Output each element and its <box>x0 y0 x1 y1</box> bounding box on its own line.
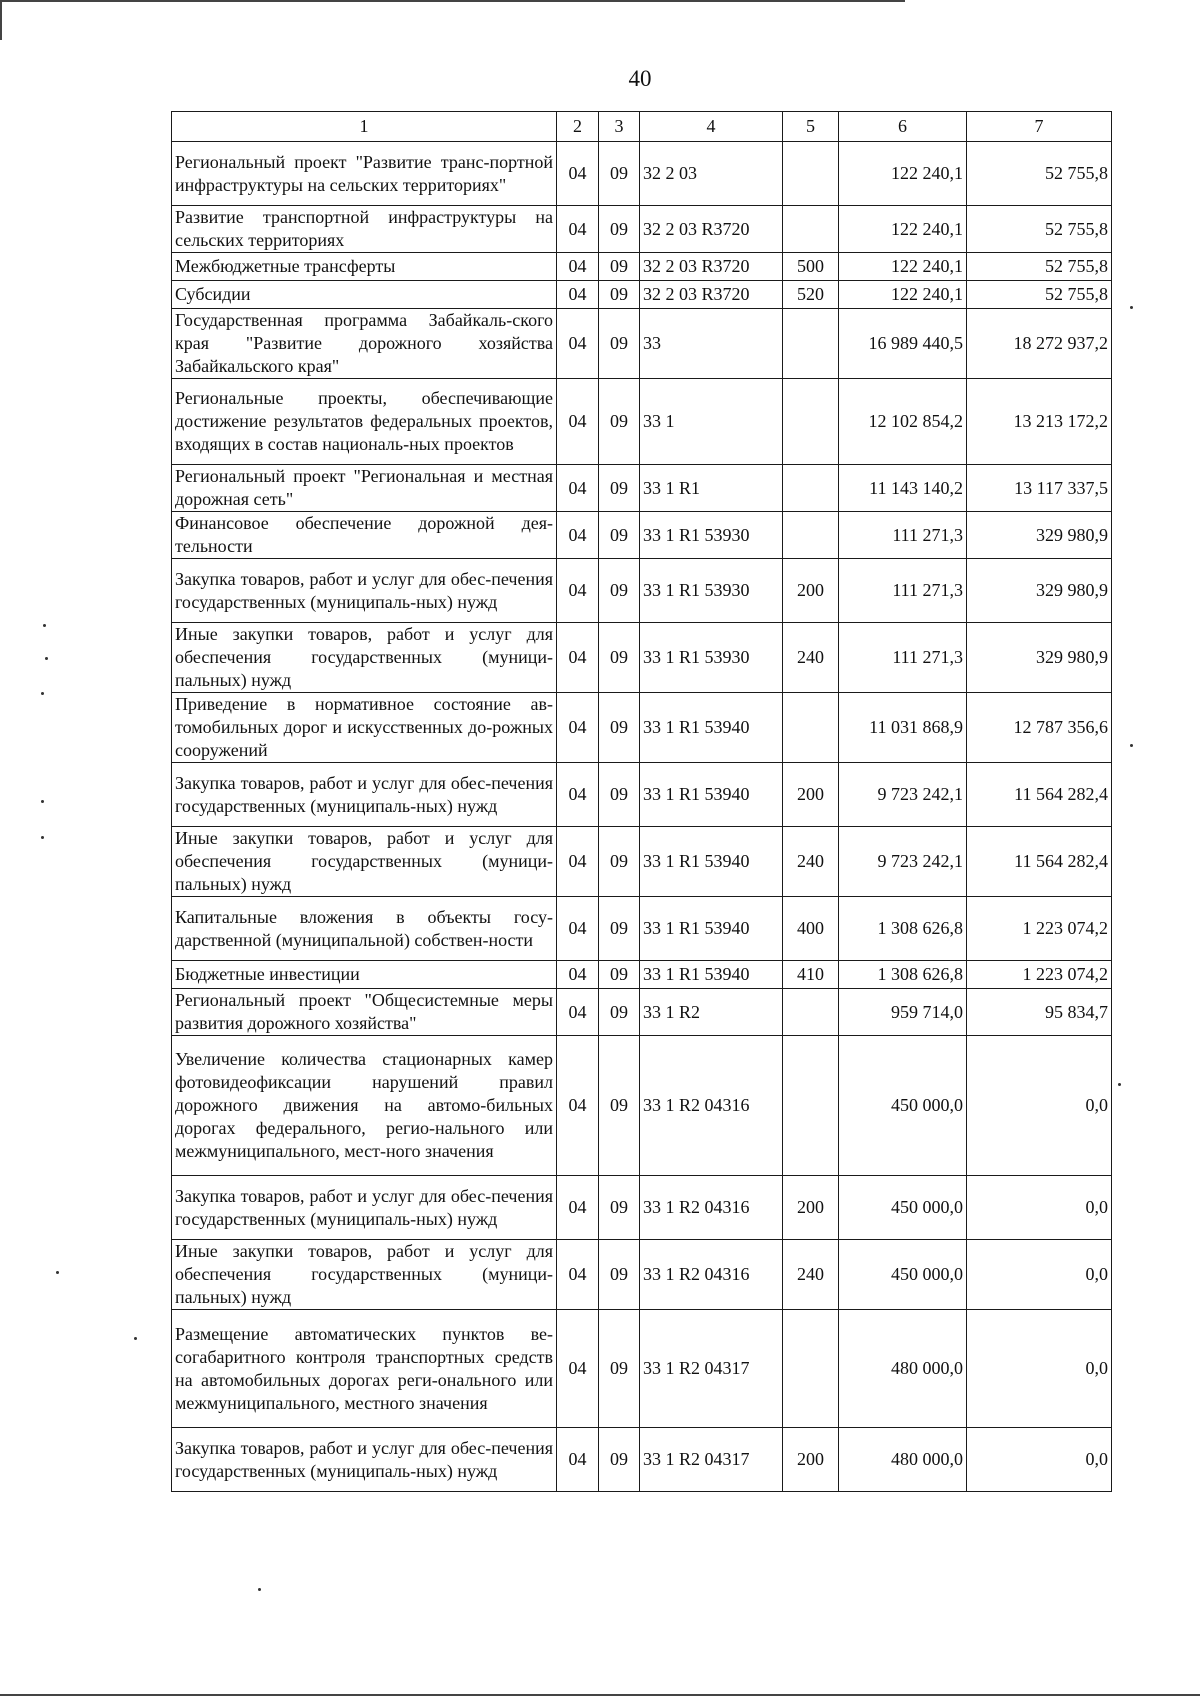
subsection-code-cell: 09 <box>599 827 640 897</box>
section-code-cell: 04 <box>557 309 599 379</box>
subsection-code-cell: 09 <box>599 559 640 623</box>
section-code-cell: 04 <box>557 1036 599 1176</box>
section-code-cell: 04 <box>557 512 599 559</box>
table-row <box>172 1036 1112 1176</box>
row-label-cell: Субсидии <box>172 281 557 309</box>
row-label-cell: Межбюджетные трансферты <box>172 253 557 281</box>
table-row <box>172 623 1112 693</box>
subsection-code-cell: 09 <box>599 1176 640 1240</box>
subsection-code-cell: 09 <box>599 961 640 989</box>
table-row <box>172 1428 1112 1492</box>
table-row <box>172 693 1112 763</box>
expense-type-cell <box>783 1310 839 1428</box>
amount-year2-cell: 18 272 937,2 <box>967 309 1112 379</box>
table-row <box>172 559 1112 623</box>
target-article-cell: 33 1 R2 04317 <box>640 1428 783 1492</box>
row-label-cell: Региональный проект "Развитие транс-портной инфраструктуры на сельских территориях" <box>172 142 557 206</box>
scan-speck <box>258 1588 261 1591</box>
expense-type-cell: 520 <box>783 281 839 309</box>
row-label-cell: Увеличение количества стационарных камер фотовидеофиксации нарушений правил дорожного движения на автомо-бильных дорогах федерального, регио-нального или межмуниципального, мест-ного значения <box>172 1036 557 1176</box>
target-article-cell: 32 2 03 <box>640 142 783 206</box>
row-label-cell: Закупка товаров, работ и услуг для обес-печения государственных (муниципаль-ных) нужд <box>172 559 557 623</box>
amount-year1-cell: 1 308 626,8 <box>839 961 967 989</box>
amount-year1-cell: 959 714,0 <box>839 989 967 1036</box>
amount-year2-cell: 329 980,9 <box>967 623 1112 693</box>
expense-type-cell <box>783 142 839 206</box>
row-label-cell: Закупка товаров, работ и услуг для обес-печения государственных (муниципаль-ных) нужд <box>172 1428 557 1492</box>
amount-year1-cell: 12 102 854,2 <box>839 379 967 465</box>
table-row <box>172 897 1112 961</box>
section-code-cell: 04 <box>557 206 599 253</box>
table-row <box>172 827 1112 897</box>
expense-type-cell: 240 <box>783 623 839 693</box>
section-code-cell: 04 <box>557 379 599 465</box>
scan-speck <box>41 800 44 803</box>
table-row <box>172 1176 1112 1240</box>
target-article-cell: 33 1 R2 04317 <box>640 1310 783 1428</box>
expense-type-cell <box>783 693 839 763</box>
table-header-row <box>172 112 1112 142</box>
header-cell: 5 <box>783 112 839 142</box>
row-label-cell: Капитальные вложения в объекты госу-дарственной (муниципальной) собствен-ности <box>172 897 557 961</box>
amount-year1-cell: 111 271,3 <box>839 512 967 559</box>
row-label-cell: Развитие транспортной инфраструктуры на сельских территориях <box>172 206 557 253</box>
section-code-cell: 04 <box>557 827 599 897</box>
table-row <box>172 512 1112 559</box>
expense-type-cell: 240 <box>783 827 839 897</box>
expense-type-cell <box>783 465 839 512</box>
amount-year1-cell: 122 240,1 <box>839 142 967 206</box>
row-label-cell: Иные закупки товаров, работ и услуг для обеспечения государственных (муници-пальных) нужд <box>172 1240 557 1310</box>
row-label-cell: Государственная программа Забайкаль-ского края "Развитие дорожного хозяйства Забайкальского края" <box>172 309 557 379</box>
subsection-code-cell: 09 <box>599 1310 640 1428</box>
header-cell: 2 <box>557 112 599 142</box>
expense-type-cell <box>783 512 839 559</box>
amount-year1-cell: 480 000,0 <box>839 1310 967 1428</box>
target-article-cell: 33 1 R2 <box>640 989 783 1036</box>
section-code-cell: 04 <box>557 989 599 1036</box>
target-article-cell: 33 1 R1 53940 <box>640 693 783 763</box>
table-row <box>172 989 1112 1036</box>
expense-type-cell: 200 <box>783 1176 839 1240</box>
amount-year2-cell: 12 787 356,6 <box>967 693 1112 763</box>
amount-year1-cell: 122 240,1 <box>839 281 967 309</box>
amount-year2-cell: 329 980,9 <box>967 512 1112 559</box>
row-label-cell: Закупка товаров, работ и услуг для обес-печения государственных (муниципаль-ных) нужд <box>172 763 557 827</box>
amount-year2-cell: 1 223 074,2 <box>967 961 1112 989</box>
row-label-cell: Региональные проекты, обеспечивающие достижение результатов федеральных проектов, входящих в состав националь-ных проектов <box>172 379 557 465</box>
amount-year2-cell: 0,0 <box>967 1310 1112 1428</box>
scan-speck <box>41 836 44 839</box>
subsection-code-cell: 09 <box>599 309 640 379</box>
table-row <box>172 763 1112 827</box>
row-label-cell: Региональный проект "Общесистемные меры развития дорожного хозяйства" <box>172 989 557 1036</box>
amount-year2-cell: 329 980,9 <box>967 559 1112 623</box>
target-article-cell: 33 1 R2 04316 <box>640 1240 783 1310</box>
amount-year2-cell: 11 564 282,4 <box>967 827 1112 897</box>
amount-year1-cell: 11 143 140,2 <box>839 465 967 512</box>
target-article-cell: 32 2 03 R3720 <box>640 281 783 309</box>
section-code-cell: 04 <box>557 1428 599 1492</box>
row-label-cell: Размещение автоматических пунктов ве-согабаритного контроля транспортных средств на автомобильных дорогах реги-онального или межмуниципального, местного значения <box>172 1310 557 1428</box>
target-article-cell: 33 1 R1 53940 <box>640 897 783 961</box>
subsection-code-cell: 09 <box>599 989 640 1036</box>
scan-speck <box>134 1337 137 1340</box>
amount-year1-cell: 9 723 242,1 <box>839 827 967 897</box>
section-code-cell: 04 <box>557 281 599 309</box>
table-row <box>172 142 1112 206</box>
page-number: 40 <box>628 66 652 91</box>
expense-type-cell: 410 <box>783 961 839 989</box>
amount-year2-cell: 52 755,8 <box>967 253 1112 281</box>
header-cell: 3 <box>599 112 640 142</box>
scan-speck <box>45 657 48 660</box>
subsection-code-cell: 09 <box>599 281 640 309</box>
amount-year1-cell: 450 000,0 <box>839 1240 967 1310</box>
subsection-code-cell: 09 <box>599 693 640 763</box>
section-code-cell: 04 <box>557 1310 599 1428</box>
amount-year2-cell: 95 834,7 <box>967 989 1112 1036</box>
table-row <box>172 379 1112 465</box>
scan-speck <box>43 624 46 627</box>
subsection-code-cell: 09 <box>599 465 640 512</box>
header-cell: 1 <box>172 112 557 142</box>
amount-year1-cell: 9 723 242,1 <box>839 763 967 827</box>
expense-type-cell <box>783 309 839 379</box>
target-article-cell: 33 1 R1 53940 <box>640 827 783 897</box>
scan-speck <box>1130 306 1133 309</box>
scan-speck <box>56 1271 59 1274</box>
target-article-cell: 33 1 R2 04316 <box>640 1176 783 1240</box>
subsection-code-cell: 09 <box>599 1240 640 1310</box>
section-code-cell: 04 <box>557 623 599 693</box>
subsection-code-cell: 09 <box>599 512 640 559</box>
subsection-code-cell: 09 <box>599 206 640 253</box>
target-article-cell: 33 1 R1 53930 <box>640 623 783 693</box>
section-code-cell: 04 <box>557 142 599 206</box>
target-article-cell: 33 <box>640 309 783 379</box>
expense-type-cell <box>783 1036 839 1176</box>
amount-year1-cell: 122 240,1 <box>839 253 967 281</box>
scan-speck <box>1130 744 1133 747</box>
target-article-cell: 33 1 R2 04316 <box>640 1036 783 1176</box>
section-code-cell: 04 <box>557 559 599 623</box>
expense-type-cell <box>783 379 839 465</box>
amount-year1-cell: 480 000,0 <box>839 1428 967 1492</box>
expense-type-cell: 200 <box>783 763 839 827</box>
scan-speck <box>1118 1083 1121 1086</box>
section-code-cell: 04 <box>557 1176 599 1240</box>
section-code-cell: 04 <box>557 961 599 989</box>
table-row <box>172 1310 1112 1428</box>
row-label-cell: Финансовое обеспечение дорожной дея-тельности <box>172 512 557 559</box>
target-article-cell: 33 1 R1 53930 <box>640 559 783 623</box>
amount-year2-cell: 0,0 <box>967 1036 1112 1176</box>
amount-year1-cell: 122 240,1 <box>839 206 967 253</box>
section-code-cell: 04 <box>557 897 599 961</box>
subsection-code-cell: 09 <box>599 623 640 693</box>
table-row <box>172 206 1112 253</box>
budget-table <box>171 111 1112 1492</box>
target-article-cell: 33 1 R1 53940 <box>640 961 783 989</box>
amount-year2-cell: 52 755,8 <box>967 206 1112 253</box>
subsection-code-cell: 09 <box>599 142 640 206</box>
row-label-cell: Иные закупки товаров, работ и услуг для обеспечения государственных (муници-пальных) нужд <box>172 623 557 693</box>
expense-type-cell: 200 <box>783 559 839 623</box>
row-label-cell: Приведение в нормативное состояние ав-томобильных дорог и искусственных до-рожных сооружений <box>172 693 557 763</box>
amount-year2-cell: 0,0 <box>967 1176 1112 1240</box>
table-row <box>172 281 1112 309</box>
table-row <box>172 253 1112 281</box>
expense-type-cell: 240 <box>783 1240 839 1310</box>
target-article-cell: 33 1 R1 53930 <box>640 512 783 559</box>
scan-edge-bottom <box>0 1694 1200 1696</box>
amount-year1-cell: 450 000,0 <box>839 1176 967 1240</box>
target-article-cell: 32 2 03 R3720 <box>640 253 783 281</box>
scan-edge-left <box>0 0 2 40</box>
amount-year1-cell: 450 000,0 <box>839 1036 967 1176</box>
row-label-cell: Региональный проект "Региональная и местная дорожная сеть" <box>172 465 557 512</box>
subsection-code-cell: 09 <box>599 763 640 827</box>
row-label-cell: Бюджетные инвестиции <box>172 961 557 989</box>
amount-year2-cell: 0,0 <box>967 1428 1112 1492</box>
subsection-code-cell: 09 <box>599 897 640 961</box>
scan-edge-top <box>0 0 905 2</box>
scan-speck <box>41 692 44 695</box>
subsection-code-cell: 09 <box>599 1036 640 1176</box>
amount-year1-cell: 1 308 626,8 <box>839 897 967 961</box>
section-code-cell: 04 <box>557 253 599 281</box>
expense-type-cell: 200 <box>783 1428 839 1492</box>
amount-year1-cell: 111 271,3 <box>839 623 967 693</box>
table-row <box>172 309 1112 379</box>
header-cell: 6 <box>839 112 967 142</box>
target-article-cell: 33 1 R1 <box>640 465 783 512</box>
amount-year1-cell: 16 989 440,5 <box>839 309 967 379</box>
target-article-cell: 32 2 03 R3720 <box>640 206 783 253</box>
section-code-cell: 04 <box>557 1240 599 1310</box>
amount-year2-cell: 52 755,8 <box>967 281 1112 309</box>
amount-year1-cell: 111 271,3 <box>839 559 967 623</box>
subsection-code-cell: 09 <box>599 379 640 465</box>
amount-year2-cell: 11 564 282,4 <box>967 763 1112 827</box>
table-row <box>172 1240 1112 1310</box>
subsection-code-cell: 09 <box>599 253 640 281</box>
amount-year1-cell: 11 031 868,9 <box>839 693 967 763</box>
subsection-code-cell: 09 <box>599 1428 640 1492</box>
table-row <box>172 961 1112 989</box>
amount-year2-cell: 52 755,8 <box>967 142 1112 206</box>
target-article-cell: 33 1 R1 53940 <box>640 763 783 827</box>
row-label-cell: Иные закупки товаров, работ и услуг для обеспечения государственных (муници-пальных) нужд <box>172 827 557 897</box>
section-code-cell: 04 <box>557 465 599 512</box>
expense-type-cell <box>783 989 839 1036</box>
section-code-cell: 04 <box>557 693 599 763</box>
section-code-cell: 04 <box>557 763 599 827</box>
header-cell: 4 <box>640 112 783 142</box>
table-row <box>172 465 1112 512</box>
amount-year2-cell: 13 117 337,5 <box>967 465 1112 512</box>
row-label-cell: Закупка товаров, работ и услуг для обес-печения государственных (муниципаль-ных) нужд <box>172 1176 557 1240</box>
amount-year2-cell: 13 213 172,2 <box>967 379 1112 465</box>
amount-year2-cell: 1 223 074,2 <box>967 897 1112 961</box>
target-article-cell: 33 1 <box>640 379 783 465</box>
header-cell: 7 <box>967 112 1112 142</box>
amount-year2-cell: 0,0 <box>967 1240 1112 1310</box>
expense-type-cell <box>783 206 839 253</box>
expense-type-cell: 400 <box>783 897 839 961</box>
expense-type-cell: 500 <box>783 253 839 281</box>
